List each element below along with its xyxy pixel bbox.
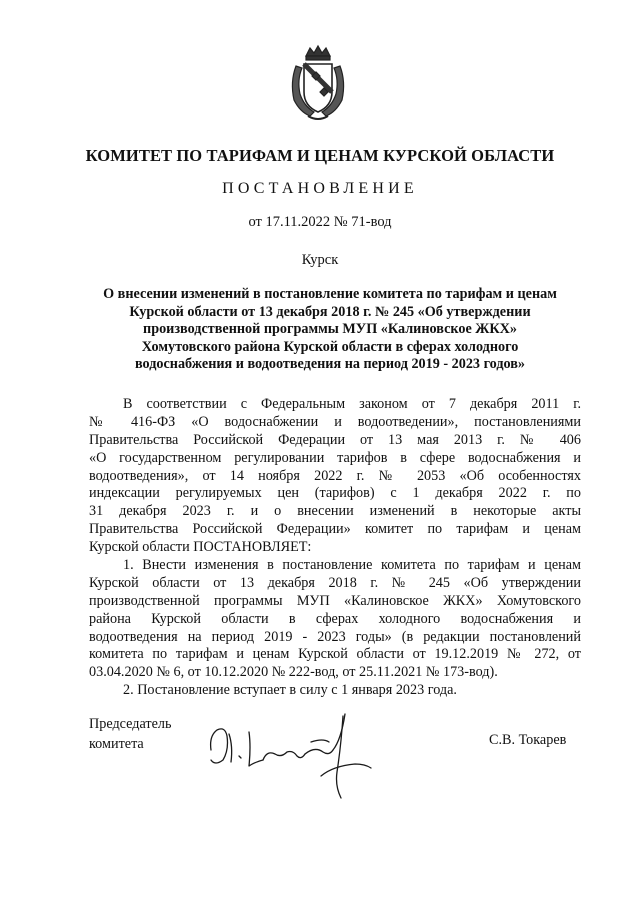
title-line: Хомутовского района Курской области в сферах холодного [141, 338, 519, 355]
document-type: ПОСТАНОВЛЕНИЕ [222, 180, 418, 197]
document-city: Курск [301, 252, 339, 268]
body-line: производственной программы МУП «Калиновское ЖКХ» Хомутовского [89, 592, 581, 609]
body-line: Правительства Российской Федерации от 13 мая 2013 г. № 406 [89, 431, 581, 448]
body-line: № 416-ФЗ «О водоснабжении и водоотведении», постановлениями [89, 413, 581, 430]
body-line: 31 декабря 2023 г. и о внесении изменений в некоторые акты [89, 503, 581, 520]
body-line: 2. Постановление вступает в силу с 1 января 2023 года. [123, 682, 457, 699]
body-line: Курской области ПОСТАНОВЛЯЕТ: [89, 539, 312, 556]
title-line: водоснабжения и водоотведения на период 2019 - 2023 годов» [134, 356, 526, 372]
body-line: водоотведения», от 14 ноября 2022 г. № 2053 «Об особенностях [89, 467, 581, 484]
body-line: 1. Внести изменения в постановление комитета по тарифам и ценам [123, 557, 581, 574]
body-line: В соответствии с Федеральным законом от 7 декабря 2011 г. [123, 396, 581, 412]
signatory-name: С.В. Токарев [489, 732, 567, 748]
body-line: 03.04.2020 № 6, от 10.12.2020 № 222-вод, от 25.11.2021 № 173-вод). [89, 664, 498, 681]
body-line: индексации регулируемых цен (тарифов) с 1 декабря 2022 г. по [89, 485, 581, 502]
body-line: комитета по тарифам и ценам Курской области от 19.12.2019 № 272, от [89, 646, 581, 663]
body-line: «О государственном регулировании тарифов в сфере водоснабжения и [89, 449, 581, 466]
document-date-number: от 17.11.2022 № 71-вод [248, 214, 392, 230]
handwritten-signature [205, 706, 375, 802]
document-body [89, 396, 581, 700]
title-line: О внесении изменений в постановление комитета по тарифам и ценам [103, 286, 557, 302]
body-line: Курской области от 13 декабря 2018 г. № 245 «Об утверждении [89, 574, 581, 591]
body-line: района Курской области в сферах холодного водоснабжения и [89, 610, 581, 627]
organization-name: КОМИТЕТ ПО ТАРИФАМ И ЦЕНАМ КУРСКОЙ ОБЛАСТИ [85, 146, 555, 165]
coat-of-arms-icon [286, 42, 350, 124]
body-line: Правительства Российской Федерации» комитет по тарифам и ценам [89, 521, 581, 538]
title-line: производственной программы МУП «Калиновское ЖКХ» [143, 321, 517, 337]
title-line: Курской области от 13 декабря 2018 г. № 245 «Об утверждении [129, 303, 531, 320]
signatory-position [89, 714, 171, 754]
signatory-position-line: комитета [89, 736, 144, 752]
signatory-position-line: Председатель [89, 716, 172, 732]
body-line: водоотведения на период 2019 - 2023 годы» (в редакции постановлений [89, 628, 581, 645]
document-title [78, 286, 582, 374]
